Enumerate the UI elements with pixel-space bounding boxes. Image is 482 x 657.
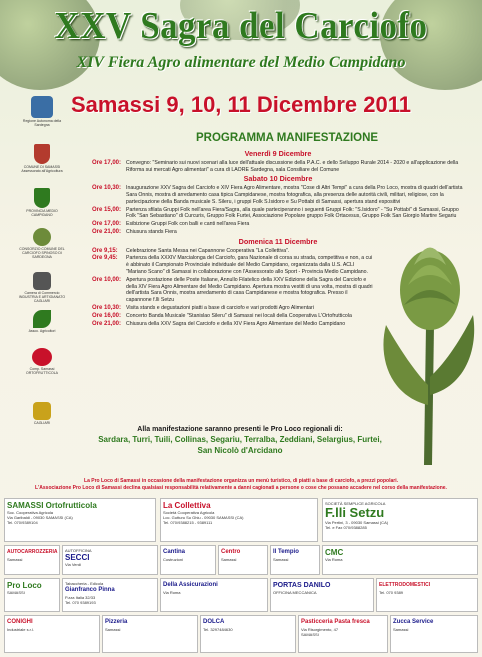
logo-ortofrutticola: Comp. Samassi ORTOFRUTTICOLA: [16, 348, 68, 375]
program-event: Ore 17,00: Convegno: "Seminario sui nuovi scenari alla luce dell'attuale discussione della P.A.C. e dello Sviluppo Rurale 2014 - 2020 e all'applicazione della Riforma sui mercati Agro alimentari" a cura di LAORE Sardegna, sala Consiliare del Comune: [92, 159, 459, 173]
program-event: Ore 10,00: Apertura postazione delle Poste Italiane, Annullo Filatelico della XXV Edizione della Sagra del Carciofo e della XIV Fiera Agro Alimentare del Medio Campidano. Apertura mostra vestiti di una volta, mostra di quadri dell'artista Sara Onnis, mostra arredamento di casa Campidanese e mostra fotografica. Presso il capannone f.lli Setzu: [92, 276, 373, 304]
sponsor-card: PORTAS DANILO OFFICINA MECCANICA: [270, 578, 374, 612]
sponsor-card: La Collettiva Società Cooperativa Agricola Loc. Gutturu Su Ghiu - 09030 SAMASSI (CA) Tel. 070/9388215 - 9389111: [160, 498, 318, 542]
disclaimer-menu: La Pro Loco di Samassi in occasione della manifestazione organizza un menù turistico, di piatti a base di carciofo, a prezzi popolari.: [84, 478, 398, 484]
logo-regione: Regione Autonoma della Sardegna: [16, 96, 68, 127]
agricoltori-leaf-icon: [33, 310, 51, 328]
disclaimer: [6, 478, 476, 491]
sponsor-card: SAMASSI Ortofrutticola Soc. Cooperativa Agricola Via Garibaldi - 09030 SAMASSI (CA) Tel. 070/9389104: [4, 498, 156, 542]
page-title: XXV Sagra del Carciofo: [54, 5, 428, 47]
sponsor-card: SOCIETÀ SEMPLICE AGRICOLA F.lli Setzu Via Pertini, 3 - 09030 Samassi (CA) Tel. e Fax 070/9388285: [322, 498, 478, 542]
program-event: Ore 16,00: Concerto Banda Musicale "Stanislao Sileru" di Samassi nei locali della Cooperativa L'Ortofrutticola: [92, 312, 352, 319]
logo-camera-commercio: Camera di Commercio INDUSTRIA E ARTIGIANATO CAGLIARI: [16, 272, 68, 303]
sponsor-card: CMC Via Roma: [322, 545, 478, 575]
sponsor-card: Il Tempio Samassi: [270, 545, 320, 575]
logo-comune: COMUNE DI SAMASSI Assessorato all'Agricoltura: [16, 144, 68, 173]
provincia-crest-icon: [34, 188, 50, 208]
sponsor-card: Pizzeria Samassi: [102, 615, 198, 653]
program-event: Ore 15,00: Partenza sfilata Gruppi Folk nell'area Fiera/Sagra, alla quale parteciperanno i seguenti Gruppi Folk: "S.Isidoro" - "Su Pottabi" di Samassi, Gruppo Folk "San Sebastiano" di Curcuris, Gruppo Folk Furtei, Associazione Popolare gruppo Folk Ortacesus, Gruppo Folk San Giorgio Martire Segariu: [92, 206, 459, 220]
sponsor-card: Pro Loco SAMASSI: [4, 578, 60, 612]
pro-loco-note: [90, 425, 390, 457]
sponsor-card: Della Assicurazioni Via Roma: [160, 578, 268, 612]
day-heading-saturday: Sabato 10 Dicembre: [243, 174, 313, 184]
camera-commercio-icon: [33, 272, 51, 290]
program-event: Ore 21,00: Chiusura stands Fiera: [92, 228, 177, 235]
cagliari-crest-icon: [33, 402, 51, 420]
sponsor-card: Centro Samassi: [218, 545, 268, 575]
consorzio-artichoke-icon: [33, 228, 51, 246]
comune-crest-icon: [34, 144, 50, 164]
logo-agricoltori: Assoc. Agricoltori: [16, 310, 68, 333]
program-event: Ore 10,30: Inaugurazione XXV Sagra del Carciofo e XIV Fiera Agro Alimentare, mostra "Cose di Altri Tempi" a cura della Pro Loco, mostra di quadri dell'artista Sara Onnis, mostra di arredamento casa tipica Campidanese, mostra fotografica, alla presenza delle autorità civili, militari, religiose, con la partecipazione della Banda musicale S. Sileru, i gruppi Folk S.Isidoro e Su Pottabi di Samassi, apertura stand espositivi: [92, 185, 463, 205]
pro-loco-intro: Alla manifestazione saranno presenti le Pro Loco regionali di:: [137, 426, 343, 433]
sponsor-card: DOLCA Tel. 3297484630: [200, 615, 296, 653]
sponsor-card: AUTOCARROZZERIA Samassi: [4, 545, 60, 575]
sponsor-card: Pasticceria Pasta fresca Via Risorgimento, 47 SAMASSI: [298, 615, 388, 653]
sponsor-card: AUTOFFICINA SECCI Via Verdi: [62, 545, 158, 575]
sponsor-card: Zucca Service Samassi: [390, 615, 478, 653]
program-event: Ore 10,30: Visita stands e degustazioni piatti a base di carciofo e vari prodotti Agro Alimentari: [92, 304, 314, 311]
program-event: Ore 17,00: Esibizione Gruppi Folk con balli e canti nell'area Fiera: [92, 221, 250, 228]
program-schedule: [92, 148, 464, 328]
logo-consorzio: CONSORZIO COMUNE DEL CARCIOFO SPINOSO DI SARDEGNA: [16, 228, 68, 259]
logo-provincia: PROVINCIA MEDIO CAMPIDANO: [16, 188, 68, 217]
sponsor-card: Tabaccheria - Edicola Gianfranco Pinna P.zza Italia 32/33 Tel. 070 9389193: [62, 578, 158, 612]
pro-loco-towns: Sardara, Turri, Tuili, Collinas, Segariu, Terralba, Zeddiani, Selargius, Furtei, San Nicolò d'Arcidano: [98, 435, 382, 455]
sponsor-card: ELETTRODOMESTICI Tel. 070 9389: [376, 578, 478, 612]
program-event: Ore 21,00: Chiusura della XXV Sagra del Carciofo e della XIV Fiera Agro Alimentare del Medio Campidano: [92, 320, 346, 327]
day-heading-friday: Venerdì 9 Dicembre: [244, 149, 312, 158]
sponsor-card: CONIGHI Industriale s.r.l.: [4, 615, 100, 653]
page-subtitle: XIV Fiera Agro alimentare del Medio Campidano: [76, 54, 406, 71]
event-dates: Samassi 9, 10, 11 Dicembre 2011: [70, 92, 412, 117]
program-title: PROGRAMMA MANIFESTAZIONE: [196, 132, 379, 144]
ortofrutticola-icon: [32, 348, 52, 366]
sponsor-grid: [4, 498, 478, 654]
sponsor-card: Cantina Costruzioni: [160, 545, 216, 575]
sponsor-logo-sidebar: [0, 96, 90, 476]
disclaimer-liability: L'Associazione Pro Loco di Samassi declina qualsiasi responsabilità relativamente a danni cagionati a persone o cose che possano accadere nel corso della manifestazione.: [35, 484, 447, 491]
regione-emblem-icon: [31, 96, 53, 118]
program-event: Ore 9,15: Celebrazione Santa Messa nei Capannone Cooperativa "La Collettiva".: [92, 247, 290, 254]
program-event: Ore 9,45: Partenza della XXXIV Marcialonga del Carciofo, gara Nazionale di corsa su strada, competitiva e non, a cui è abbinato il Campionato Provinciale individuale del Medio Campidano, organizzata dalla U.S. ACLI "Mariano Scano" di Samassi in collaborazione con l'Assessorato allo Sport - Provincia Medio Campidano.: [92, 255, 373, 275]
day-heading-sunday: Domenica 11 Dicembre: [238, 236, 318, 246]
logo-cagliari: CAGLIARI: [16, 402, 68, 425]
